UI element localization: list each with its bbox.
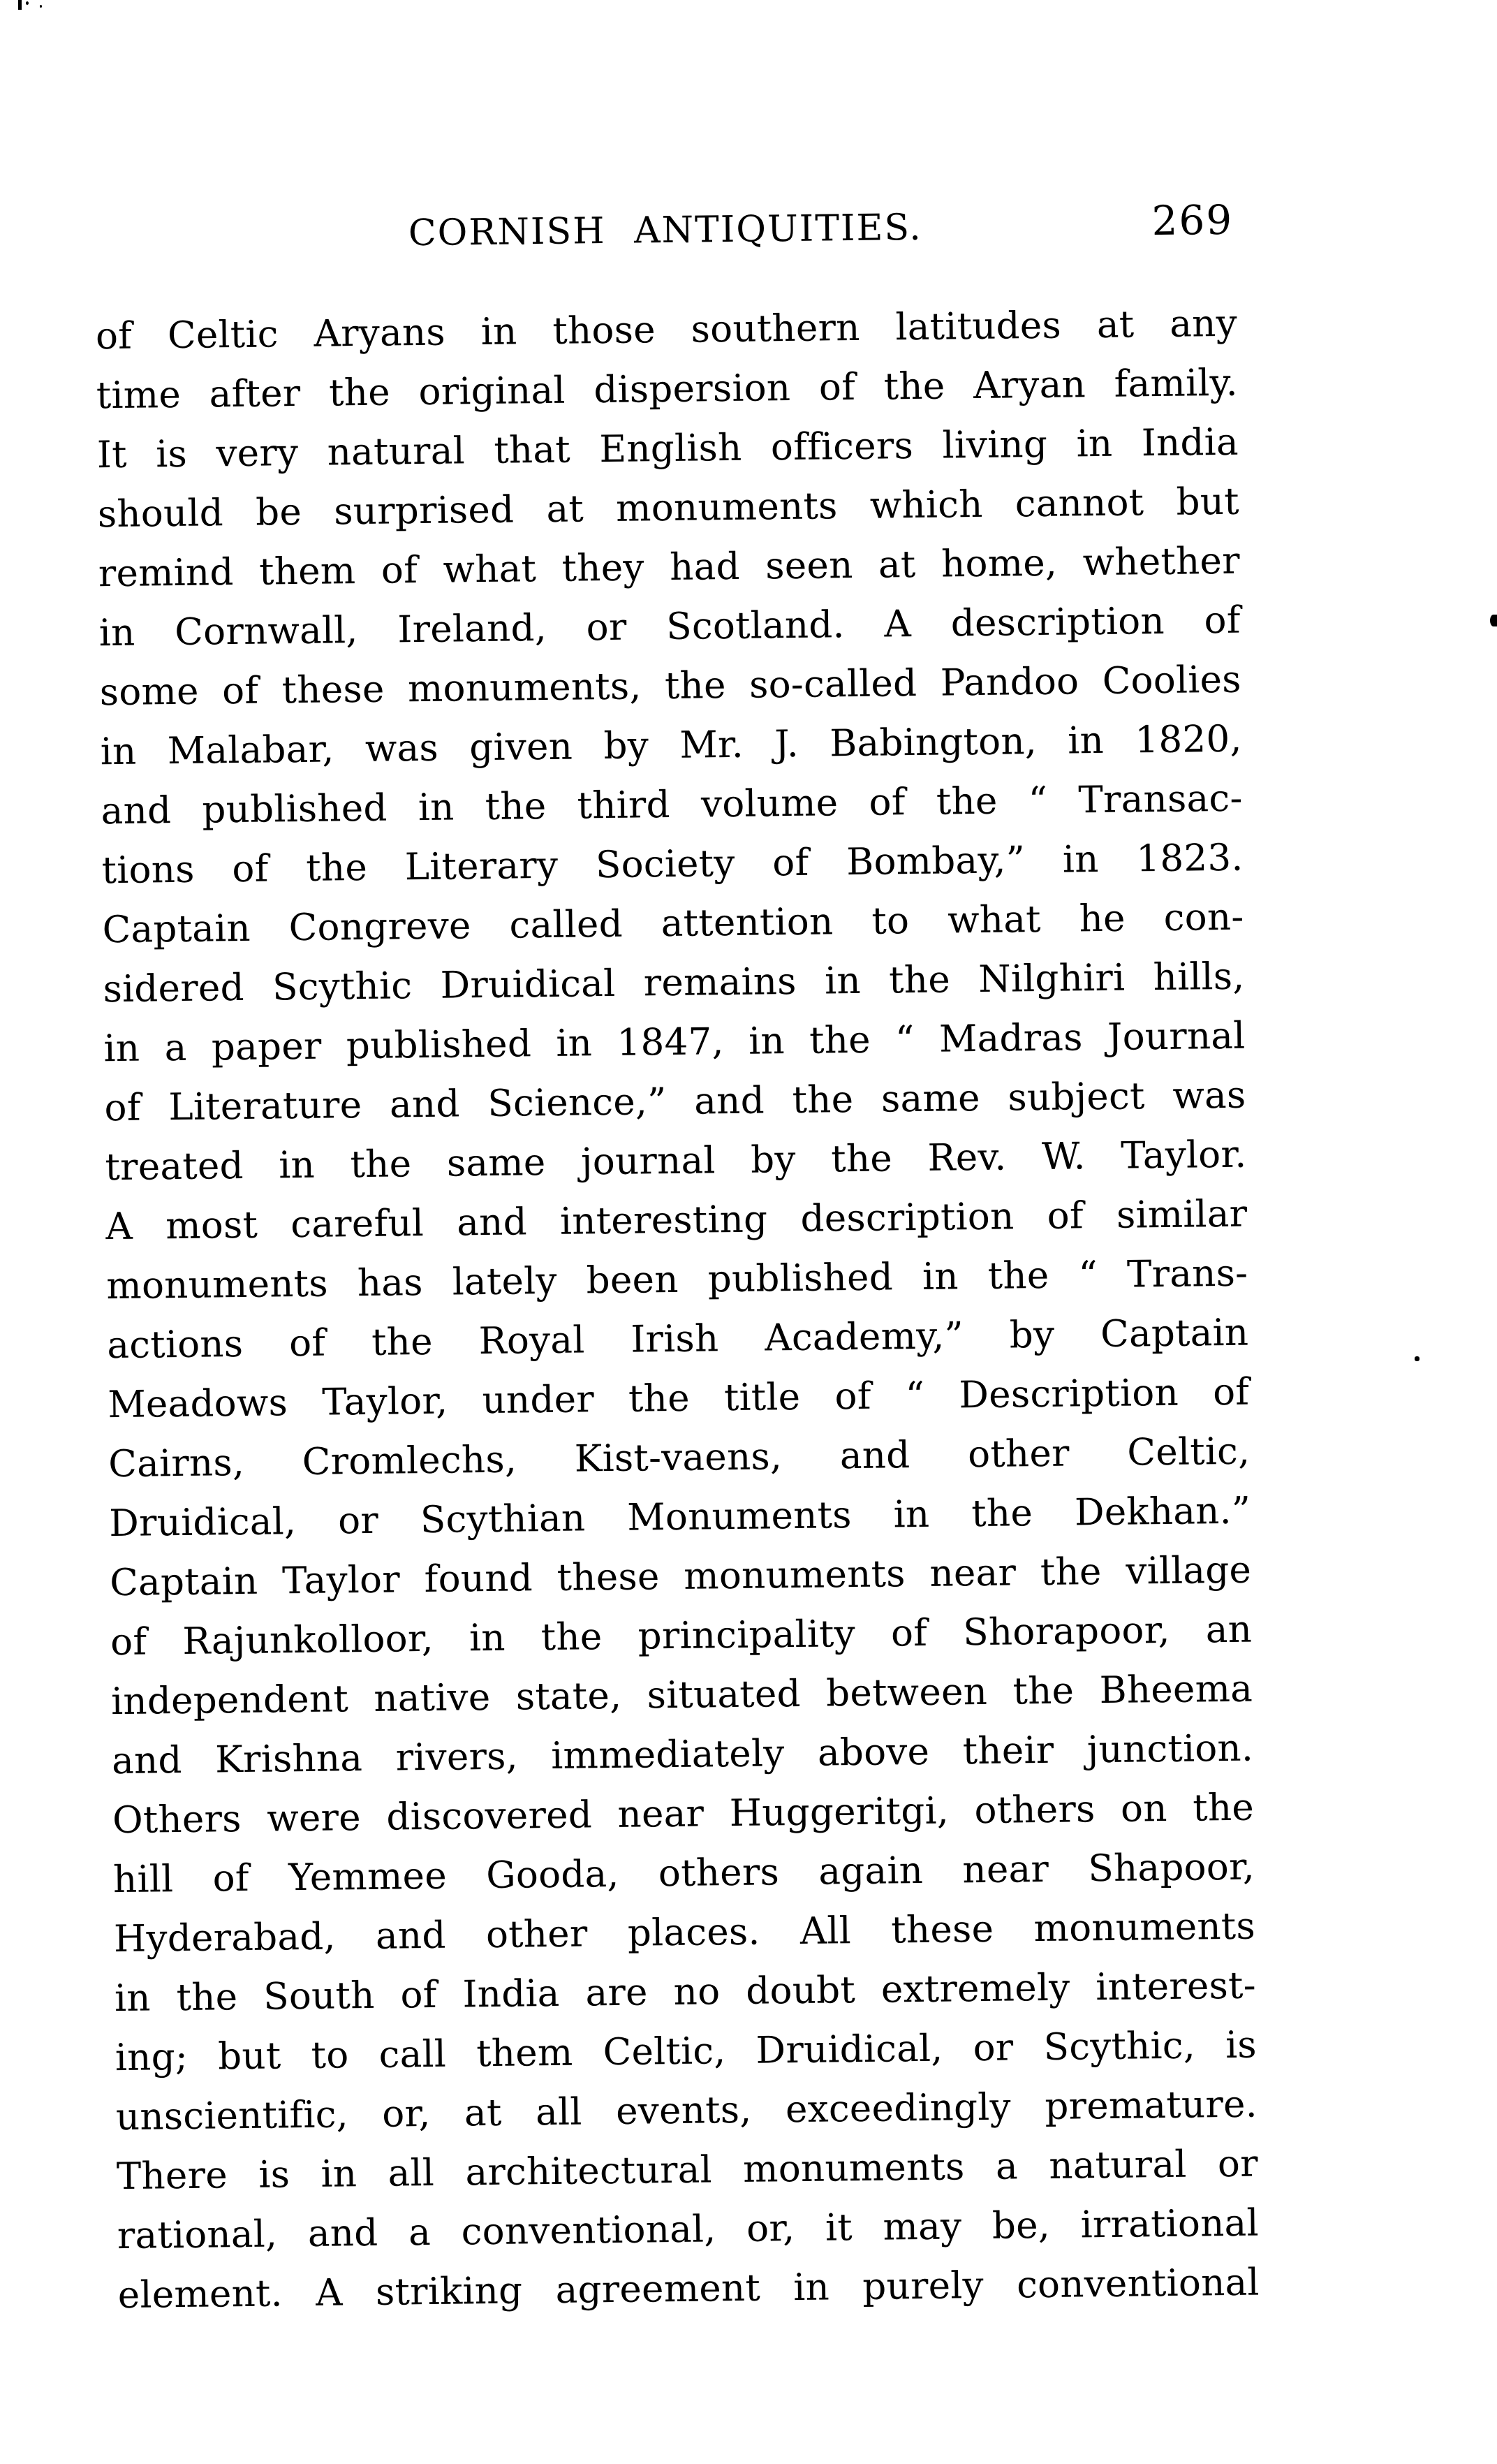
text-line: and published in the third volume of the “ Transac-: [101, 777, 1243, 833]
text-line: in a paper published in 1847, in the “ Madras Journal: [103, 1014, 1246, 1071]
text-line: tions of the Literary Society of Bombay,” in 1823.: [101, 836, 1244, 893]
text-line: should be surprised at monuments which cannot but: [97, 480, 1240, 536]
text-line: Hyderabad, and other places. All these monuments: [113, 1905, 1256, 1961]
text-line: some of these monuments, the so-called Pandoo Coolies: [99, 658, 1242, 714]
text-line: treated in the same journal by the Rev. W. Taylor.: [105, 1133, 1247, 1189]
text-line: of Literature and Science,” and the same subject was: [104, 1073, 1246, 1130]
text-line: remind them of what they had seen at home, whether: [98, 539, 1241, 596]
page-number: 269: [1151, 196, 1234, 245]
text-line: actions of the Royal Irish Academy,” by Captain: [107, 1311, 1249, 1367]
text-line: sidered Scythic Druidical remains in the Nilghiri hills,: [103, 955, 1245, 1011]
text-line: There is in all architectural monuments a natural or: [116, 2142, 1259, 2199]
text-line: ing; but to call them Celtic, Druidical, or Scythic, is: [115, 2023, 1258, 2080]
text-line: in Cornwall, Ireland, or Scotland. A description of: [98, 599, 1241, 655]
text-line: It is very natural that English officers living in India: [96, 420, 1239, 477]
text-line: time after the original dispersion of the Aryan family.: [96, 361, 1239, 418]
text-line: of Rajunkolloor, in the principality of Shorapoor, an: [110, 1608, 1253, 1664]
text-line: in the South of India are no doubt extremely interest-: [114, 1964, 1257, 2021]
text-line: unscientific, or, at all events, exceedingly premature.: [115, 2083, 1258, 2139]
text-line: Druidical, or Scythian Monuments in the Dekhan.”: [108, 1489, 1251, 1546]
text-line: Cairns, Cromlechs, Kist-vaens, and other Celtic,: [108, 1430, 1251, 1486]
body-text: [96, 294, 1260, 2325]
text-line: and Krishna rivers, immediately above their junction.: [111, 1726, 1254, 1783]
text-line: monuments has lately been published in the “ Trans-: [106, 1252, 1248, 1308]
ink-speck: [1415, 1356, 1419, 1361]
text-line: Captain Congreve called attention to what he con-: [102, 895, 1244, 952]
ink-speck: [18, 0, 22, 10]
text-line: of Celtic Aryans in those southern latitudes at any: [95, 302, 1238, 358]
text-line: A most careful and interesting description of similar: [105, 1192, 1248, 1249]
ink-speck: [26, 1, 29, 5]
text-line: independent native state, situated between the Bheema: [110, 1667, 1253, 1724]
ink-speck: [1490, 615, 1497, 626]
text-line: Others were discovered near Huggeritgi, others on the: [112, 1786, 1255, 1842]
running-title: CORNISH ANTIQUITIES.: [408, 206, 923, 255]
text-line: Meadows Taylor, under the title of “ Description of: [108, 1370, 1250, 1427]
text-line: in Malabar, was given by Mr. J. Babington, in 1820,: [100, 717, 1243, 774]
text-line: element. A striking agreement in purely conventional: [117, 2261, 1260, 2317]
ink-speck: [40, 5, 42, 8]
page-header: [94, 196, 1237, 260]
page-content: [94, 196, 1260, 2325]
text-line: rational, and a conventional, or, it may be, irrational: [117, 2201, 1260, 2258]
text-line: hill of Yemmee Gooda, others again near Shapoor,: [112, 1845, 1255, 1902]
text-line: Captain Taylor found these monuments near the village: [109, 1548, 1252, 1605]
